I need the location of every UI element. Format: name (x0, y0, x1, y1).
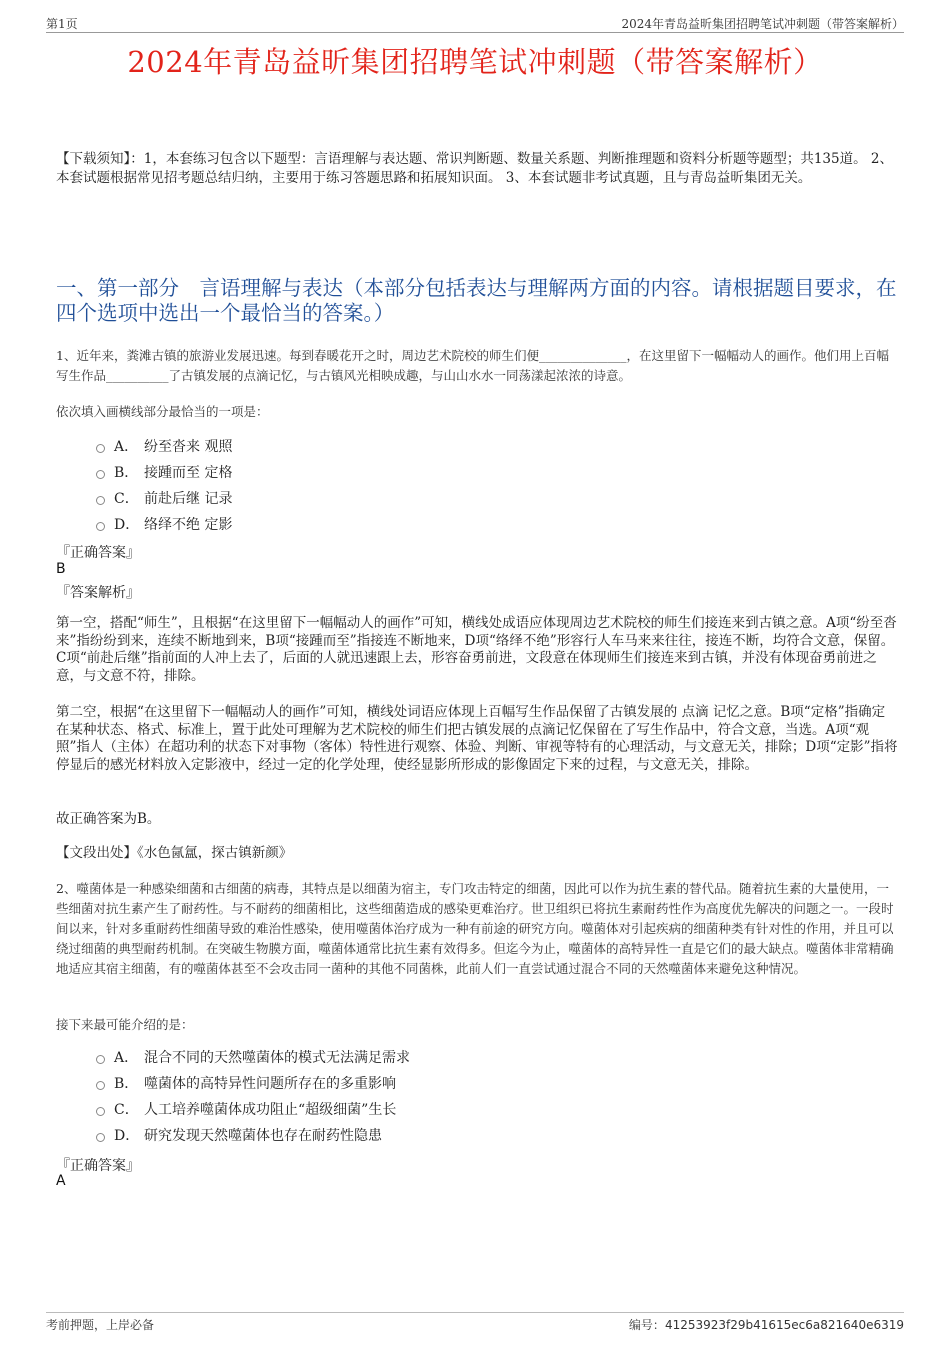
analysis-conclusion: 故正确答案为B。 (56, 811, 161, 827)
footer-slogan: 考前押题，上岸必备 (46, 1318, 155, 1332)
radio-icon[interactable] (96, 1055, 105, 1064)
question-2-options (96, 1044, 410, 1148)
option-a[interactable]: A． 混合不同的天然噬菌体的模式无法满足需求 (96, 1044, 410, 1070)
download-notice: 【下载须知】：1，本套练习包含以下题型：言语理解与表达题、常识判断题、数量关系题、判断推理题和资料分析题等题型；共135道。 2、本套试题根据常见招考题总结归纳，主要用于练习答题思路和拓展知识面。 3、本套试题非考试真题，且与青岛益昕集团无关。 (56, 151, 893, 186)
question-2-text: 2、噬菌体是一种感染细菌和古细菌的病毒，其特点是以细菌为宿主，专门攻击特定的细菌，因此可以作为抗生素的替代品。随着抗生素的大量使用，一些细菌对抗生素产生了耐药性。与不耐药的细菌相比，这些细菌造成的感染更难治疗。世卫组织已将抗生素耐药性作为高度优先解决的问题之一。一段时间以来，针对多重耐药性细菌导致的难治性感染，使用噬菌体治疗成为一种有前途的研究方向。噬菌体对引起疾病的细菌种类有针对性的作用，并且可以绕过细菌的典型耐药机制。在突破生物膜方面，噬菌体通常比抗生素有效得多。但迄今为止，噬菌体的高特异性一直是它们的最大缺点。噬菌体非常精确地适应其宿主细菌，有的噬菌体甚至不会攻击同一菌种的其他不同菌株，此前人们一直尝试通过混合不同的天然噬菌体来避免这种情况。 (56, 881, 894, 976)
radio-icon[interactable] (96, 1133, 105, 1142)
option-d[interactable]: D． 研究发现天然噬菌体也存在耐药性隐患 (96, 1122, 410, 1148)
question-1-prompt: 依次填入画横线部分最恰当的一项是： (56, 404, 269, 419)
radio-icon[interactable] (96, 522, 105, 531)
option-d[interactable]: D． 络绎不绝 定影 (96, 511, 232, 537)
q1-text-part: 1、近年来，粪滩古镇的旅游业发展迅速。每到春暖花开之时，周边艺术院校的师生们便 (56, 348, 539, 363)
radio-icon[interactable] (96, 470, 105, 479)
option-b[interactable]: B． 接踵而至 定格 (96, 459, 232, 485)
radio-icon[interactable] (96, 444, 105, 453)
page-footer (46, 1312, 904, 1332)
q1-blank-2: __________ (106, 368, 169, 383)
q1-blank-1: ______________ (538, 348, 627, 363)
q1-text-part: ，在这里留下一幅幅动人的画作。他们用上百幅写生作品 (56, 348, 889, 383)
option-a[interactable]: A． 纷至沓来 观照 (96, 433, 232, 459)
header-doc-title: 2024年青岛益昕集团招聘笔试冲刺题（带答案解析） (621, 17, 904, 31)
page-header (46, 12, 904, 33)
q1-text-part: 了古镇发展的点滴记忆，与古镇风光相映成趣，与山山水水一同荡漾起浓浓的诗意。 (168, 368, 632, 383)
page-title: 2024年青岛益昕集团招聘笔试冲刺题（带答案解析） (127, 45, 823, 79)
radio-icon[interactable] (96, 1081, 105, 1090)
section-title: 一、第一部分 言语理解与表达（本部分包括表达与理解两方面的内容。请根据题目要求，在四个选项中选出一个最恰当的答案。） (56, 276, 897, 325)
option-b[interactable]: B． 噬菌体的高特异性问题所存在的多重影响 (96, 1070, 410, 1096)
text-source: 【文段出处】《水色氤氲，探古镇新颜》 (56, 845, 293, 861)
answer-label: 『正确答案』 (56, 545, 140, 561)
option-c[interactable]: C． 前赴后继 记录 (96, 485, 232, 511)
correct-answer: B (56, 561, 66, 577)
analysis-paragraph-2: 第二空，根据“在这里留下一幅幅动人的画作”可知，横线处词语应体现上百幅写生作品保留了古镇发展的 点滴 记忆之意。B项“定格”指确定在某种状态、格式、标准上，置于此处可理解为艺术院校的师生们把古镇发展的点滴记忆保留在了写生作品中，符合文意，当选。A项“观照”指人（主体）在超功利的状态下对事物（客体）特性进行观察、体验、判断、审视等特有的心理活动，与文意无关，排除；D项“定影”指将停显后的感光材料放入定影液中，经过一定的化学处理，使经显影所形成的影像固定下来的过程，与文意无关，排除。 (56, 704, 898, 773)
radio-icon[interactable] (96, 496, 105, 505)
document-code: 编号：41253923f29b41615ec6a821640e6319 (628, 1318, 904, 1332)
question-2-prompt: 接下来最可能介绍的是： (56, 1017, 194, 1032)
question-1-options (96, 433, 232, 537)
correct-answer: A (56, 1173, 66, 1189)
answer-label: 『正确答案』 (56, 1158, 140, 1174)
option-c[interactable]: C． 人工培养噬菌体成功阻止“超级细菌”生长 (96, 1096, 410, 1122)
page-number: 第1页 (46, 17, 78, 31)
analysis-label: 『答案解析』 (56, 585, 140, 601)
radio-icon[interactable] (96, 1107, 105, 1116)
question-1-text (56, 346, 898, 386)
analysis-paragraph-1: 第一空，搭配“师生”，且根据“在这里留下一幅幅动人的画作”可知，横线处成语应体现周边艺术院校的师生们接连来到古镇之意。A项“纷至沓来”指纷纷到来，连续不断地到来，B项“接踵而至”指接连不断地来，D项“络绎不绝”形容行人车马来来往往，接连不断，均符合文意，保留。C项“前赴后继”指前面的人冲上去了，后面的人就迅速跟上去，形容奋勇前进，文段意在体现师生们接连来到古镇，并没有体现奋勇前进之意，与文意不符，排除。 (56, 615, 897, 684)
